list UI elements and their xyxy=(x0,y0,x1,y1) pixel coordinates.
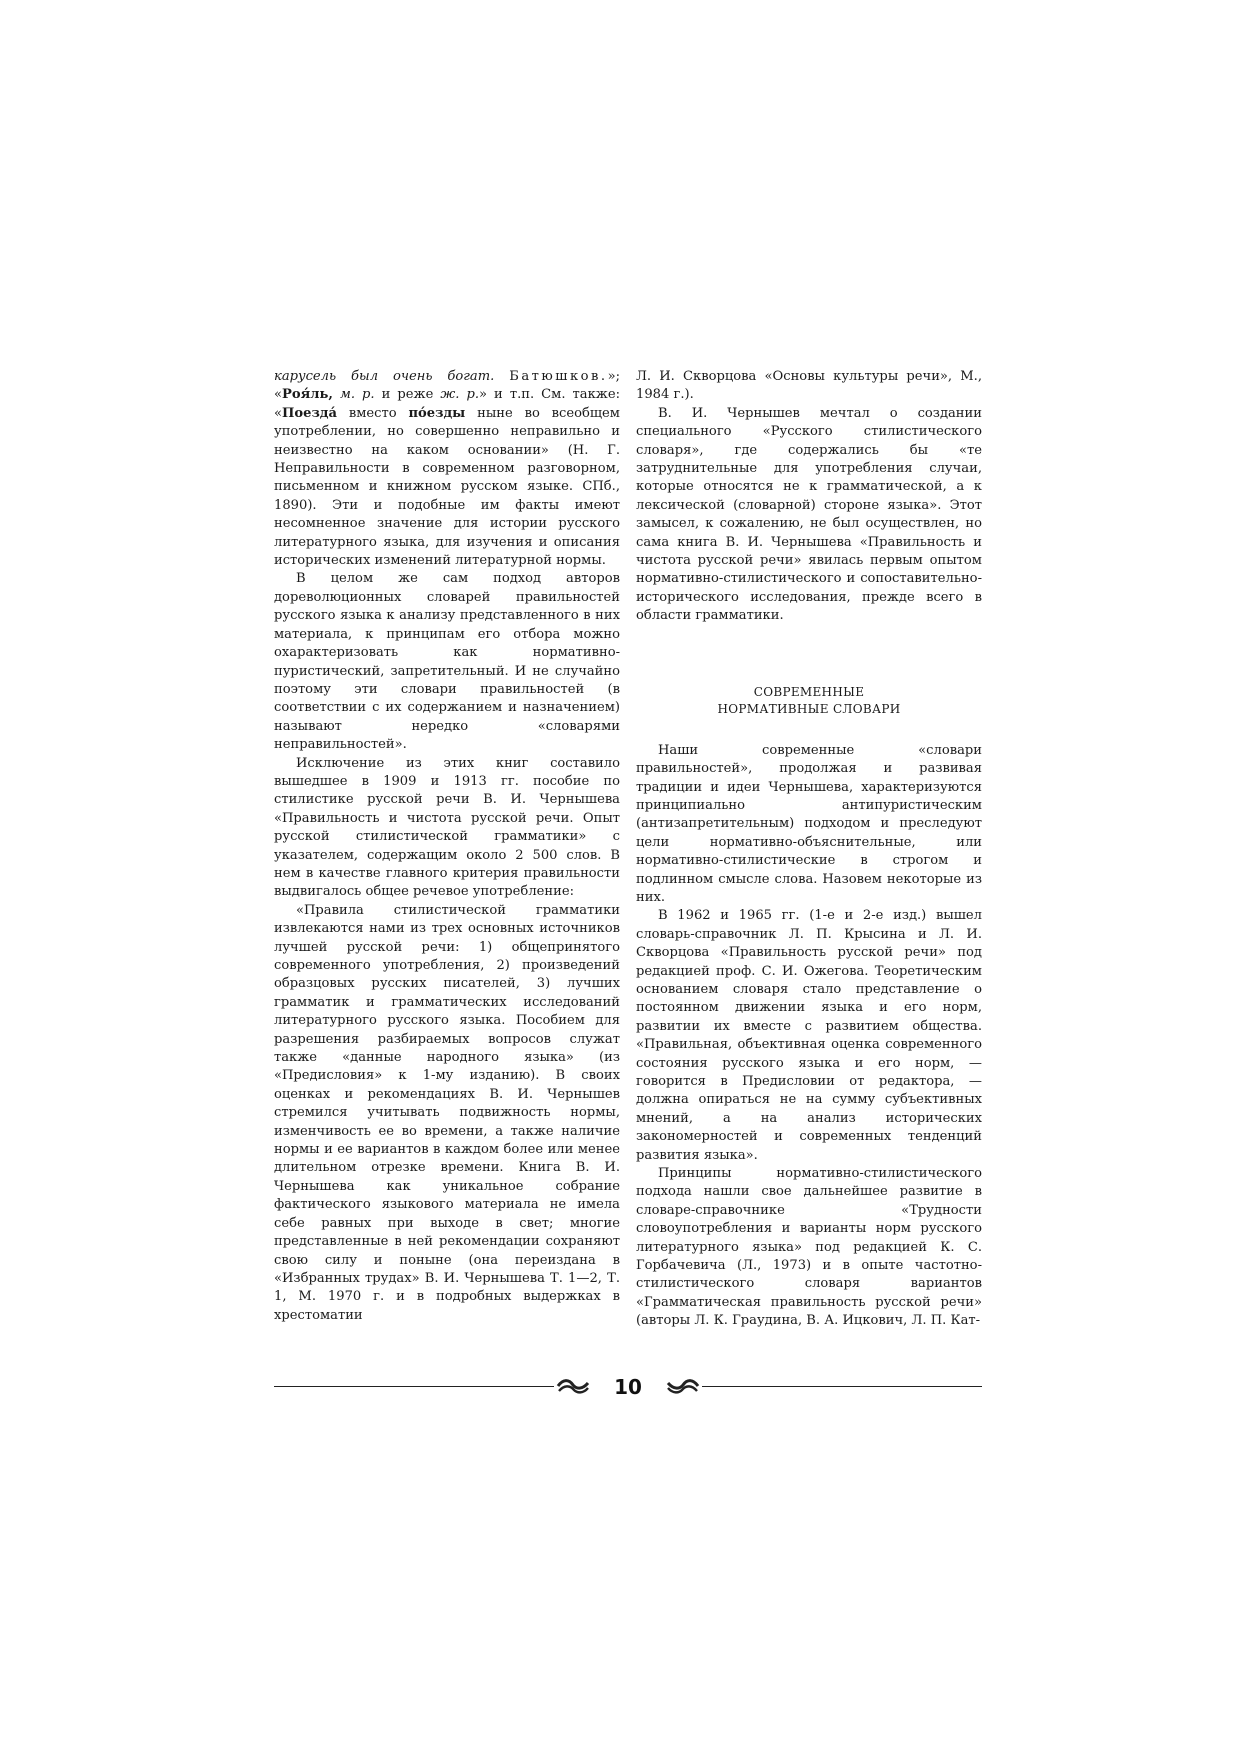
paragraph: В целом же сам подход авторов дореволюционных словарей правильностей русского языка к анализу представленного в них материала, к принципам его отбора можно охарактеризовать как нормативно-пуристический, запретительный. И не случайно поэтому эти словари правильностей (в соответствии с их содержанием и назначением) называют нередко «словарями неправильностей». xyxy=(274,571,620,753)
paragraph: Принципы нормативно-стилистического подхода нашли свое дальнейшее развитие в словаре-справочнике «Трудности словоупотребления и варианты норм русского литературного языка» под редакцией К. С. Горбачевича (Л., 1973) и в опыте частотно-стилистического словаря вариантов «Грамматическая правильность русской речи» (авторы Л. К. Граудина, В. А. Ицкович, Л. П. Кат- xyxy=(636,1166,982,1329)
paragraph: Л. И. Скворцова «Основы культуры речи», М., 1984 г.). xyxy=(636,369,982,403)
section-heading xyxy=(636,684,982,718)
page-footer xyxy=(274,1372,982,1402)
section-heading-line: СОВРЕМЕННЫЕ xyxy=(753,684,865,699)
scroll-ornament-icon xyxy=(556,1377,590,1397)
block-quote: «Правила стилистической грамматики извлекаются нами из трех основных источников лучшей русской речи: 1) общепринятого современного употребления, 2) произведений образцовых русских писателей, 3) лучших грамматик и грамматических исследований литературного русского языка. Пособием для разрешения разбираемых вопросов служат также «данные народного языка» (из «Предисловия» к 1-му изданию). В своих оценках и рекомендациях В. И. Чернышев стремился учитывать подвижность нормы, изменчивость ее во времени, а также наличие нормы и ее вариантов в каждом более или менее длительном отрезке времени. Книга В. И. Чернышева как уникальное собрание фактического языкового материала не имела себе равных при выходе в свет; многие представленные в ней рекомендации сохраняют свою силу и поныне (она переиздана в «Избранных трудах» В. И. Чернышева Т. 1—2, Т. 1, М. 1970 г. и в подробных выдержках в хрестоматии xyxy=(274,902,620,1323)
footer-rule-right xyxy=(702,1386,982,1387)
paragraph: В 1962 и 1965 гг. (1-е и 2-е изд.) вышел словарь-справочник Л. П. Крысина и Л. И. Скворцова «Правильность русской речи» под редакцией проф. С. И. Ожегова. Теоретическим основанием словаря стало представление о постоянном движении языка и его норм, развитии их вместе с развитием общества. «Правильная, объективная оценка современного состояния русского языка и его норм, — говорится в Предисловии от редактора, — должна опираться не на сумму субъективных мнений, а на анализ исторических закономерностей и современных тенденций развития языка». xyxy=(636,908,982,1163)
right-column xyxy=(636,368,982,1331)
section-heading-line: НОРМАТИВНЫЕ СЛОВАРИ xyxy=(717,701,901,716)
scroll-ornament-icon xyxy=(666,1377,700,1397)
paragraph: карусель был очень богат. Батюшков.»; «Роя́ль, м. р. и реже ж. р.» и т.п. См. также: «Поезда́ вместо по́езды ныне во всеобщем употреблении, но совершенно неправильно и неизвестно на каком основании» (Н. Г. Неправильности в современном разговорном, письменном и книжном русском языке. СПб., 1890). Эти и подобные им факты имеют несомненное значение для истории русского литературного языка, для изучения и описания исторических изменений литературной нормы. xyxy=(274,369,620,569)
page-number: 10 xyxy=(614,1375,642,1399)
paragraph: В. И. Чернышев мечтал о создании специального «Русского стилистического словаря», где содержались бы «те затруднительные для употребления случаи, которые относятся не к грамматической, а к лексической (словарной) стороне языка». Этот замысел, к сожалению, не был осуществлен, но сама книга В. И. Чернышева «Правильность и чистота русской речи» явилась первым опытом нормативно-стилистического и сопоставительно-исторического исследования, прежде всего в области грамматики. xyxy=(636,405,982,624)
footer-rule-left xyxy=(274,1386,554,1387)
paragraph: Исключение из этих книг составило вышедшее в 1909 и 1913 гг. пособие по стилистике русской речи В. И. Чернышева «Правильность и чистота русской речи. Опыт русской стилистической грамматики» с указателем, содержащим около 2 500 слов. В нем в качестве главного критерия правильности выдвигалось общее речевое употребление: xyxy=(274,755,620,900)
paragraph: Наши современные «словари правильностей», продолжая и развивая традиции и идеи Чернышева, характеризуются принципиально антипуристическим (антизапретительным) подходом и преследуют цели нормативно-объяснительные, или нормативно-стилистические в строгом и подлинном смысле слова. Назовем некоторые из них. xyxy=(636,742,982,905)
left-column xyxy=(274,368,620,1325)
